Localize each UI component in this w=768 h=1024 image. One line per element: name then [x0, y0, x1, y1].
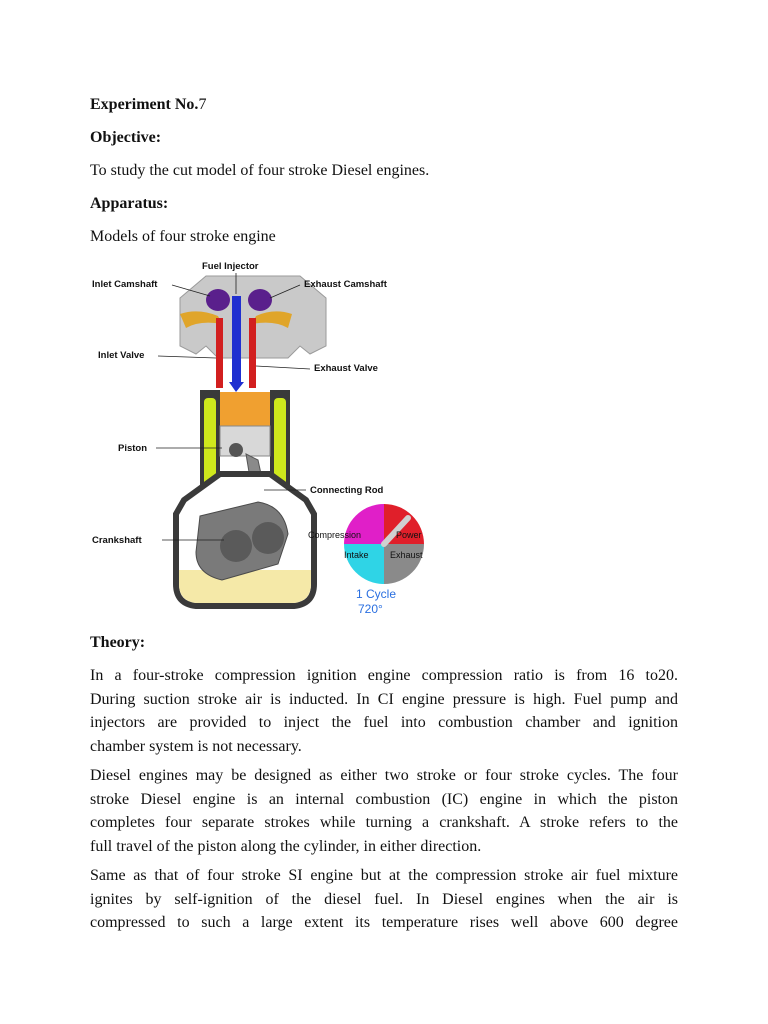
exhaust-camshaft-label: Exhaust Camshaft — [304, 279, 387, 290]
inlet-valve-label: Inlet Valve — [98, 350, 145, 361]
text-line: full travel of the piston along the cylinder, in either direction. — [90, 837, 482, 855]
theory-title: Theory: — [90, 634, 146, 651]
compression-label: Compression — [308, 530, 362, 540]
text-line: compressed to such a large extent its temperature rises well above 600 degree — [90, 914, 678, 931]
experiment-label: Experiment No. — [90, 96, 199, 113]
text-line: Same as that of four stroke SI engine but at the compression stroke air fuel mixture — [90, 867, 678, 884]
piston-skirt — [220, 426, 270, 456]
crankshaft-label: Crankshaft — [92, 535, 142, 546]
cycle-degrees: 720° — [358, 602, 383, 616]
inlet-camshaft-label: Inlet Camshaft — [92, 279, 158, 290]
exhaust-valve-stem — [249, 318, 256, 388]
piston-label: Piston — [118, 443, 148, 454]
connecting-rod-label: Connecting Rod — [310, 485, 384, 496]
crank-main-journal — [220, 530, 252, 562]
text-line: chamber system is not necessary. — [90, 737, 302, 755]
objective-text: To study the cut model of four stroke Diesel engines. — [90, 162, 430, 179]
theory-paragraph-1 — [90, 664, 678, 758]
theory-paragraph-2 — [90, 764, 678, 858]
text-line: In a four-stroke compression ignition engine compression ratio is from 16 to20. — [90, 667, 678, 684]
text-line: injectors are provided to inject the fuel into combustion chamber and ignition — [90, 714, 678, 731]
exhaust-cam-lobe — [248, 289, 272, 311]
apparatus-text: Models of four stroke engine — [90, 228, 276, 245]
cycle-wheel — [308, 504, 424, 616]
inlet-valve-stem — [216, 318, 223, 388]
text-line: Diesel engines may be designed as either two stroke or four stroke cycles. The four — [90, 767, 678, 784]
gudgeon-pin — [229, 443, 243, 457]
fuel-injector-body — [232, 296, 241, 382]
exhaust-label: Exhaust — [390, 550, 423, 560]
injector-nozzle — [229, 382, 244, 392]
engine-diagram — [88, 254, 440, 624]
experiment-number: 7 — [198, 96, 207, 113]
cycle-count: 1 Cycle — [356, 587, 397, 601]
text-line: During suction stroke air is inducted. In CI engine pressure is high. Fuel pump and — [90, 690, 678, 708]
piston-crown — [220, 392, 270, 426]
inlet-cam-lobe — [206, 289, 230, 311]
intake-label: Intake — [344, 550, 369, 560]
crank-pin — [252, 522, 284, 554]
power-label: Power — [396, 530, 422, 540]
theory-paragraph-3 — [90, 864, 678, 935]
text-line: completes four separate strokes while turning a crankshaft. A stroke refers to the — [90, 814, 678, 831]
text-line: stroke Diesel engine is an internal combustion (IC) engine in which the piston — [90, 790, 678, 808]
exhaust-valve-label: Exhaust Valve — [314, 363, 378, 374]
text-line: ignites by self-ignition of the diesel fuel. In Diesel engines when the air is — [90, 890, 678, 908]
experiment-heading — [90, 93, 678, 117]
fuel-injector-label: Fuel Injector — [202, 261, 259, 272]
objective-title: Objective: — [90, 129, 162, 146]
apparatus-title: Apparatus: — [90, 195, 169, 212]
oil-sump — [179, 570, 311, 603]
